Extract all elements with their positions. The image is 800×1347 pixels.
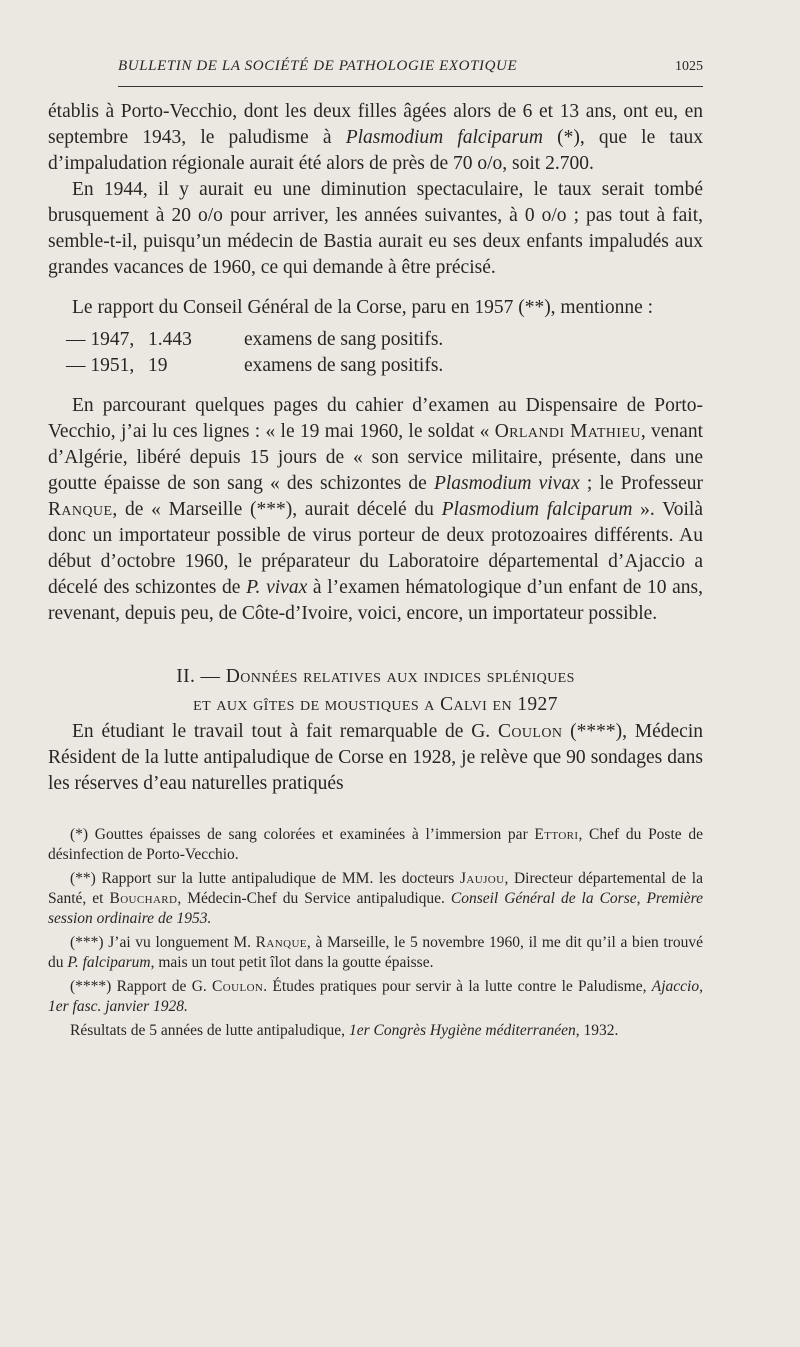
footnote-4: (****) Rapport de G. Coulon. Études pratiques pour servir à la lutte contre le Paludisme, Ajaccio, 1er fasc. janvier 1928. bbox=[48, 978, 703, 1015]
running-title: BULLETIN DE LA SOCIÉTÉ DE PATHOLOGIE EXOTIQUE bbox=[118, 58, 518, 74]
page-number: 1025 bbox=[675, 59, 703, 74]
list-item: — 1951, 19 examens de sang positifs. bbox=[66, 355, 444, 376]
footnote-1: (*) Gouttes épaisses de sang colorées et examinées à l’immersion par Ettori, Chef du Poste de désinfection de Porto-Vecchio. bbox=[48, 826, 703, 863]
footnotes bbox=[48, 825, 703, 1041]
paragraph-2: En 1944, il y aurait eu une diminution spectaculaire, le taux serait tombé brusquement à 20 o/o pour arriver, les années suivantes, à 0 o/o ; pas tout à fait, semble-t-il, puisqu’un médecin de Bastia aurait eu ses deux enfants impaludés aux grandes vacances de 1960, ce qui demande à être précisé. bbox=[48, 179, 703, 278]
header-rule bbox=[118, 86, 703, 87]
section-heading: II. — Données relatives aux indices spléniques et aux gîtes de moustiques a Calvi en 1927 bbox=[176, 666, 575, 715]
section-paragraph: En étudiant le travail tout à fait remarquable de G. Coulon (****), Médecin Résident de la lutte antipaludique de Corse en 1928, je relève que 90 sondages dans les réserves d’eau naturelles pratiqués bbox=[48, 721, 703, 794]
footnote-3: (***) J’ai vu longuement M. Ranque, à Marseille, le 5 novembre 1960, il me dit qu’il a bien trouvé du P. falciparum, mais un tout petit îlot dans la goutte épaisse. bbox=[48, 934, 703, 971]
paragraph-3: Le rapport du Conseil Général de la Corse, paru en 1957 (**), mentionne : bbox=[72, 297, 654, 318]
exam-list bbox=[48, 327, 703, 379]
footnote-5: Résultats de 5 années de lutte antipaludique, 1er Congrès Hygiène méditerranéen, 1932. bbox=[70, 1022, 619, 1039]
journal-page bbox=[48, 58, 703, 1045]
footnote-2: (**) Rapport sur la lutte antipaludique de MM. les docteurs Jaujou, Directeur départemental de la Santé, et Bouchard, Médecin-Chef du Service antipaludique. Conseil Général de la Corse, Première session ordinaire de 1953. bbox=[48, 870, 703, 927]
main-text bbox=[48, 99, 703, 797]
list-item: — 1947, 1.443 examens de sang positifs. bbox=[66, 329, 444, 350]
paragraph-1: établis à Porto-Vecchio, dont les deux filles âgées alors de 6 et 13 ans, ont eu, en septembre 1943, le paludisme à Plasmodium falciparum (*), que le taux d’impaludation régionale aurait été alors de près de 70 o/o, soit 2.700. bbox=[48, 101, 703, 174]
running-head bbox=[48, 58, 703, 86]
paragraph-4: En parcourant quelques pages du cahier d’examen au Dispensaire de Porto-Vecchio, j’ai lu ces lignes : « le 19 mai 1960, le soldat « Orlandi Mathieu, venant d’Algérie, libéré depuis 15 jours de « son service militaire, présente, dans une goutte épaisse de son sang « des schizontes de Plasmodium vivax ; le Professeur Ranque, de « Marseille (***), aurait décelé du Plasmodium falciparum ». Voilà donc un importateur possible de virus porteur de deux protozoaires différents. Au début d’octobre 1960, le préparateur du Laboratoire départemental d’Ajaccio a décelé des schizontes de P. vivax à l’examen hématologique d’un enfant de 10 ans, revenant, depuis peu, de Côte-d’Ivoire, voici, encore, un importateur possible. bbox=[48, 395, 704, 624]
